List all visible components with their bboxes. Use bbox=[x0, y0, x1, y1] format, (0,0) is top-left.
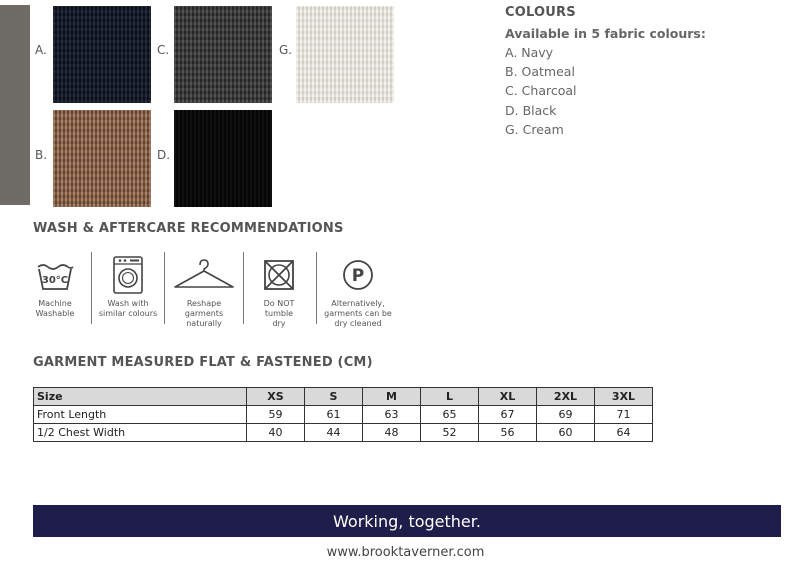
table-cell: 65 bbox=[421, 406, 479, 424]
care-label-dry-clean: Alternatively, garments can be dry cleaned bbox=[324, 299, 392, 328]
no-tumble-dry-icon bbox=[244, 253, 314, 297]
table-cell: 67 bbox=[479, 406, 537, 424]
hanger-icon bbox=[169, 253, 239, 297]
swatch-navy bbox=[53, 6, 151, 103]
table-cell: 64 bbox=[595, 424, 653, 442]
colour-item-oatmeal: B. Oatmeal bbox=[505, 64, 575, 79]
colours-subtitle: Available in 5 fabric colours: bbox=[505, 26, 706, 41]
care-item-reshape bbox=[169, 253, 239, 329]
colour-item-navy: A. Navy bbox=[505, 45, 554, 60]
colour-item-charcoal: C. Charcoal bbox=[505, 83, 577, 98]
swatch-label-c: C. bbox=[157, 43, 170, 57]
care-divider bbox=[164, 252, 165, 324]
footer-tagline: Working, together. bbox=[333, 511, 481, 531]
table-header-cell: S bbox=[305, 388, 363, 406]
size-table bbox=[33, 387, 653, 442]
care-divider bbox=[316, 252, 317, 324]
table-header-cell: Size bbox=[34, 388, 247, 406]
table-row bbox=[34, 406, 653, 424]
table-cell: 48 bbox=[363, 424, 421, 442]
sizes-title: GARMENT MEASURED FLAT & FASTENED (CM) bbox=[33, 355, 373, 370]
table-cell: 56 bbox=[479, 424, 537, 442]
washing-machine-icon bbox=[93, 253, 163, 297]
side-accent-bar bbox=[0, 5, 30, 205]
swatch-label-d: D. bbox=[157, 148, 171, 162]
table-cell: 40 bbox=[247, 424, 305, 442]
table-header-cell: XL bbox=[479, 388, 537, 406]
footer-banner bbox=[33, 505, 781, 537]
care-divider bbox=[91, 252, 92, 324]
care-label-reshape: Reshape garments naturally bbox=[184, 299, 224, 328]
swatch-oatmeal bbox=[53, 110, 151, 207]
swatch-label-b: B. bbox=[35, 148, 48, 162]
care-item-dry-clean bbox=[323, 253, 393, 329]
table-row bbox=[34, 424, 653, 442]
care-label-no-tumble: Do NOT tumble dry bbox=[263, 299, 295, 328]
swatch-charcoal bbox=[174, 6, 272, 103]
care-label-similar-colours: Wash with similar colours bbox=[98, 299, 158, 318]
footer-url[interactable]: www.brooktaverner.com bbox=[326, 545, 485, 560]
table-cell: 59 bbox=[247, 406, 305, 424]
table-header-cell: 3XL bbox=[595, 388, 653, 406]
colours-title: COLOURS bbox=[505, 5, 576, 20]
table-cell: 71 bbox=[595, 406, 653, 424]
table-cell: 1/2 Chest Width bbox=[34, 424, 247, 442]
wash-tub-30-icon bbox=[20, 253, 90, 297]
colour-item-cream: G. Cream bbox=[505, 122, 564, 137]
care-item-no-tumble bbox=[244, 253, 314, 329]
table-cell: 44 bbox=[305, 424, 363, 442]
swatch-label-a: A. bbox=[35, 43, 47, 57]
colour-item-black: D. Black bbox=[505, 103, 557, 118]
table-cell: 69 bbox=[537, 406, 595, 424]
table-cell: 61 bbox=[305, 406, 363, 424]
table-cell: Front Length bbox=[34, 406, 247, 424]
table-header-cell: 2XL bbox=[537, 388, 595, 406]
swatch-label-g: G. bbox=[279, 43, 293, 57]
care-title: WASH & AFTERCARE RECOMMENDATIONS bbox=[33, 221, 344, 236]
table-cell: 63 bbox=[363, 406, 421, 424]
swatch-black bbox=[174, 110, 272, 207]
swatch-cream bbox=[296, 6, 394, 103]
table-cell: 52 bbox=[421, 424, 479, 442]
table-cell: 60 bbox=[537, 424, 595, 442]
dry-clean-symbol: P bbox=[351, 266, 365, 286]
table-header-cell: M bbox=[363, 388, 421, 406]
dry-clean-p-icon bbox=[323, 253, 393, 297]
wash-temp-label: 30°C bbox=[41, 275, 69, 286]
care-label-machine-wash: Machine Washable bbox=[35, 299, 75, 318]
care-item-machine-wash bbox=[20, 253, 90, 319]
table-header-row bbox=[34, 388, 653, 406]
table-header-cell: L bbox=[421, 388, 479, 406]
care-item-similar-colours bbox=[93, 253, 163, 319]
table-header-cell: XS bbox=[247, 388, 305, 406]
